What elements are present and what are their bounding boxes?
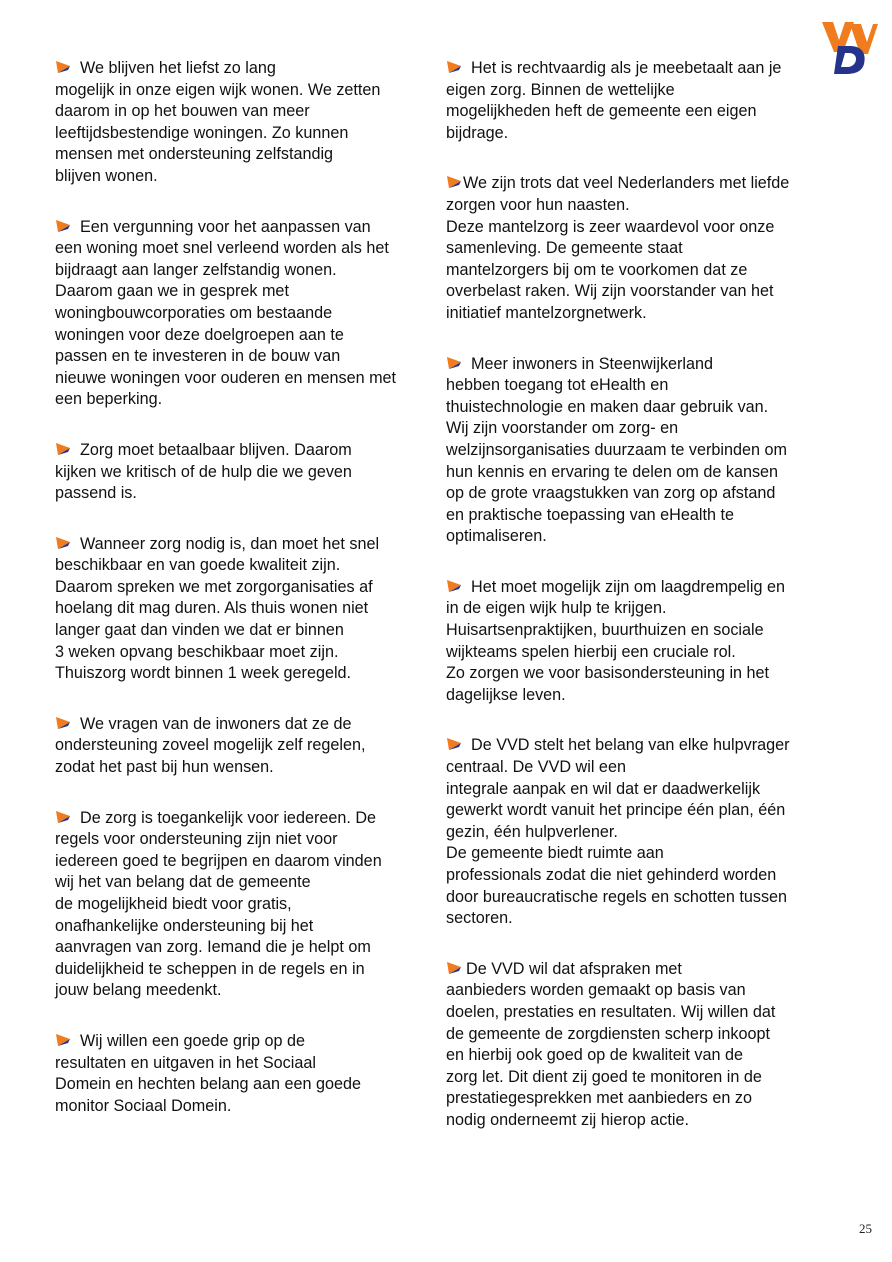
paragraph xyxy=(446,959,841,1132)
paragraph-text: De VVD stelt het belang van elke hulpvrager centraal. De VVD wil een integrale aanpak en wil dat er daadwerkelijk gewerkt wordt vanuit het principe één plan, één gezin, één hulpverlener. De gemeente biedt ruimte aan professionals zodat die niet gehinderd worden door bureaucratische regels en schotten tussen sectoren. xyxy=(446,736,790,928)
orange-arrow-bullet-icon xyxy=(55,219,71,233)
left-column xyxy=(55,58,440,1146)
paragraph xyxy=(55,1031,440,1117)
paragraph xyxy=(446,58,841,144)
paragraph-text: Een vergunning voor het aanpassen van een woning moet snel verleend worden als het bijdraagt aan langer zelfstandig wonen. Daarom gaan we in gesprek met woningbouwcorporaties om bestaande woningen voor deze doelgroepen aan te passen en te investeren in de bouw van nieuwe woningen voor ouderen en mensen met een beperking. xyxy=(55,217,397,409)
paragraph xyxy=(55,58,440,188)
paragraph xyxy=(446,735,841,929)
paragraph-text: Wanneer zorg nodig is, dan moet het snel beschikbaar en van goede kwaliteit zijn. Daarom spreken we met zorgorganisaties af hoelang dit mag duren. Als thuis wonen niet langer gaat dan vinden we dat er binnen 3 weken opvang beschikbaar moet zijn. Thuiszorg wordt binnen 1 week geregeld. xyxy=(55,534,380,683)
paragraph-text: Meer inwoners in Steenwijkerland hebben toegang tot eHealth en thuistechnologie en maken daar gebruik van. Wij zijn voorstander om zorg- en welzijnsorganisaties duurzaam te verbinden om hun kennis en ervaring te delen om de kansen op de grote vraagstukken van zorg op afstand en praktische toepassing van eHealth te optimaliseren. xyxy=(446,354,788,546)
orange-arrow-bullet-icon xyxy=(446,961,462,975)
orange-arrow-bullet-icon xyxy=(446,737,462,751)
right-column xyxy=(446,58,841,1161)
paragraph-text: De VVD wil dat afspraken met aanbieders worden gemaakt op basis van doelen, prestaties en resultaten. Wij willen dat de gemeente de zorgdiensten scherp inkoopt en hierbij ook goed op de kwaliteit van de zorg let. Dit dient zij goed te monitoren in de prestatiegesprekken met aanbieders en zo nodig onderneemt zij hierop actie. xyxy=(446,959,776,1129)
paragraph-text: We blijven het liefst zo lang mogelijk in onze eigen wijk wonen. We zetten daarom in op het bouwen van meer leeftijdsbestendige woningen. Zo kunnen mensen met ondersteuning zelfstandig blijven wonen. xyxy=(55,59,381,185)
orange-arrow-bullet-icon xyxy=(446,60,462,74)
paragraph xyxy=(55,534,440,685)
orange-arrow-bullet-icon xyxy=(446,356,462,370)
orange-arrow-bullet-icon xyxy=(55,716,71,730)
paragraph xyxy=(55,808,440,1002)
page-number: 25 xyxy=(859,1221,872,1236)
paragraph-text: De zorg is toegankelijk voor iedereen. De regels voor ondersteuning zijn niet voor iedereen goed te begrijpen en daarom vinden wij het van belang dat de gemeente de mogelijkheid biedt voor gratis, onafhankelijke ondersteuning bij het aanvragen van zorg. Iemand die je helpt om duidelijkheid te scheppen in de regels en in jouw belang meedenkt. xyxy=(55,808,382,1000)
orange-arrow-bullet-icon xyxy=(55,442,71,456)
paragraph-text: We zijn trots dat veel Nederlanders met liefde zorgen voor hun naasten. Deze mantelzorg is zeer waardevol voor onze samenleving. De gemeente staat mantelzorgers bij om te voorkomen dat ze overbelast raken. Wij zijn voorstander van het initiatief mantelzorgnetwerk. xyxy=(446,174,790,322)
paragraph-text: We vragen van de inwoners dat ze de ondersteuning zoveel mogelijk zelf regelen, zodat het past bij hun wensen. xyxy=(55,714,366,777)
orange-arrow-bullet-icon xyxy=(55,536,71,550)
paragraph xyxy=(55,440,440,505)
orange-arrow-bullet-icon xyxy=(446,175,462,189)
paragraph-text: Het moet mogelijk zijn om laagdrempelig en in de eigen wijk hulp te krijgen. Huisartsenpraktijken, buurthuizen en sociale wijkteams spelen hierbij een cruciale rol. Zo zorgen we voor basisondersteuning in het dagelijkse leven. xyxy=(446,577,786,704)
orange-arrow-bullet-icon xyxy=(446,579,462,593)
paragraph xyxy=(446,577,841,707)
paragraph-text: Wij willen een goede grip op de resultaten en uitgaven in het Sociaal Domein en hechten belang aan een goede monitor Sociaal Domein. xyxy=(55,1031,362,1115)
orange-arrow-bullet-icon xyxy=(55,1033,71,1047)
paragraph-text: Het is rechtvaardig als je meebetaalt aan je eigen zorg. Binnen de wettelijke mogelijkheden heft de gemeente een eigen bijdrage. xyxy=(446,59,782,142)
orange-arrow-bullet-icon xyxy=(55,810,71,824)
paragraph xyxy=(55,714,440,779)
orange-arrow-bullet-icon xyxy=(55,60,71,74)
paragraph xyxy=(446,173,841,324)
paragraph xyxy=(55,217,440,411)
paragraph-text: Zorg moet betaalbaar blijven. Daarom kijken we kritisch of de hulp die we geven passend is. xyxy=(55,440,352,503)
paragraph xyxy=(446,354,841,548)
